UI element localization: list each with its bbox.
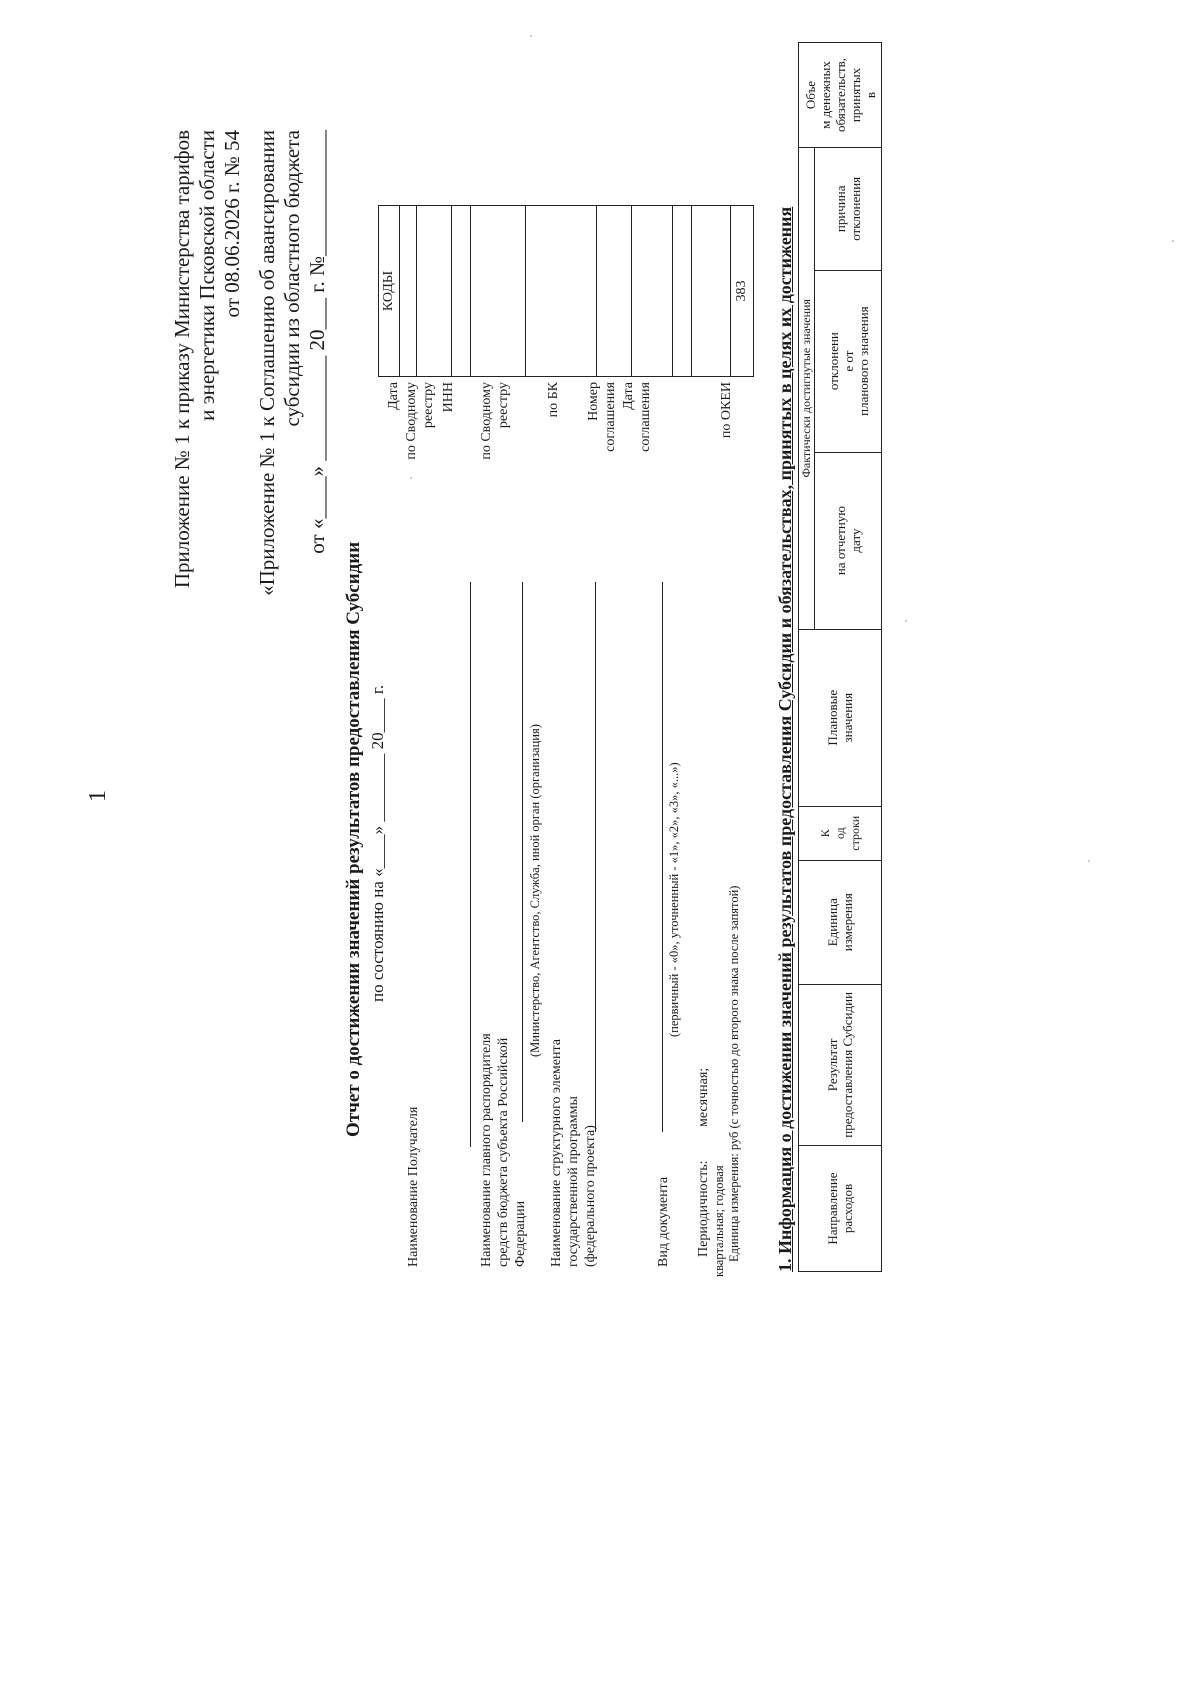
recipient-label: Наименование Получателя	[406, 1106, 421, 1267]
agreement-line-3: от «____» __________ 20___ г. №____________	[305, 130, 329, 554]
scan-speck	[410, 477, 412, 479]
scan-speck	[530, 35, 532, 37]
doc-type-label: Вид документа	[656, 1176, 671, 1267]
code-cell-spacer	[692, 206, 731, 377]
col-on-date: на отчетную дату	[815, 452, 882, 629]
structural-element-fill-line	[595, 582, 596, 1132]
col-row-code: К од строки	[799, 806, 882, 860]
code-label-svodny-1: по Сводному реестру	[404, 382, 436, 460]
col-actual-group: Фактически достигнутые значения	[799, 148, 815, 630]
code-label-okei: по ОКЕИ	[719, 382, 734, 439]
col-result: Результат предоставления Субсидии	[799, 984, 882, 1145]
scan-speck	[1088, 860, 1090, 862]
code-label-inn: ИНН	[441, 382, 456, 413]
unit-of-measure: Единица измерения: руб (с точностью до второго знака после запятой)	[727, 885, 741, 1262]
code-cell-date	[400, 206, 417, 377]
agreement-line-2: субсидии из областного бюджета	[280, 130, 304, 427]
scan-speck	[1172, 240, 1174, 242]
code-cell-svodny-1	[417, 206, 452, 377]
code-cell-svodny-2	[471, 206, 526, 377]
code-cell-blank	[673, 206, 692, 377]
code-label-bk: по БК	[546, 382, 561, 418]
page-number: 1	[85, 790, 111, 802]
scan-speck	[905, 620, 907, 622]
code-cell-agreement-number	[597, 206, 632, 377]
code-label-agreement-number: Номер соглашения	[586, 382, 618, 452]
chief-manager-hint: (Министерство, Агентство, Служба, иной орган (организация)	[528, 724, 542, 1057]
col-obligations: Объе м денежных обязательств, принятых в	[799, 43, 882, 148]
doc-type-hint: (первичный - «0», уточненный - «1», «2», «3», «...»)	[667, 762, 681, 1037]
periodicity-value: месячная;	[696, 1067, 711, 1127]
structural-element-label: Наименование структурного элемента государственной программы (федерального проекта)	[549, 1039, 598, 1267]
agreement-line-1: «Приложение № 1 к Соглашению об авансировании	[255, 130, 279, 596]
codes-header: КОДЫ	[379, 206, 400, 377]
col-unit: Единица измерения	[799, 860, 882, 984]
code-cell-okei: 383	[731, 206, 754, 377]
code-label-svodny-2: по Сводному реестру	[479, 382, 511, 460]
code-cell-inn	[452, 206, 471, 377]
col-plan: Плановые значения	[799, 629, 882, 806]
section1-table	[798, 42, 882, 1272]
appendix-line-1: Приложение № 1 к приказу Министерства тарифов	[170, 130, 194, 589]
chief-manager-fill-line	[522, 582, 523, 1122]
code-cell-bk	[526, 206, 597, 377]
code-cell-agreement-date	[632, 206, 673, 377]
col-reason: причина отклонения	[815, 148, 882, 271]
periodicity-label: Периодичность:	[696, 1160, 711, 1257]
doc-type-fill-line	[662, 582, 663, 1132]
col-deviation: отклонени е от планового значения	[815, 270, 882, 452]
periodicity-continued: квартальная; годовая	[712, 1165, 726, 1277]
report-as-of: по состоянию на «____» ________ 20____ г.	[368, 684, 387, 1002]
codes-table	[378, 205, 754, 377]
code-label-date: Дата	[386, 382, 401, 410]
appendix-line-2: и энергетики Псковской области	[195, 130, 219, 421]
recipient-fill-line	[470, 582, 471, 1147]
col-direction: Направление расходов	[799, 1146, 882, 1272]
code-label-agreement-date: Дата соглашения	[621, 382, 653, 452]
section1-title: 1. Информация о достижении значений результатов предоставления Субсидии и обязательствах, принятых в целях их достижения	[775, 206, 795, 1272]
chief-manager-label: Наименование главного распорядителя средств бюджета субъекта Российской Федерации	[479, 1033, 528, 1267]
report-title: Отчет о достижении значений результатов предоставления Субсидии	[343, 541, 364, 1137]
appendix-line-3: от 08.06.2026 г. № 54	[220, 130, 244, 318]
